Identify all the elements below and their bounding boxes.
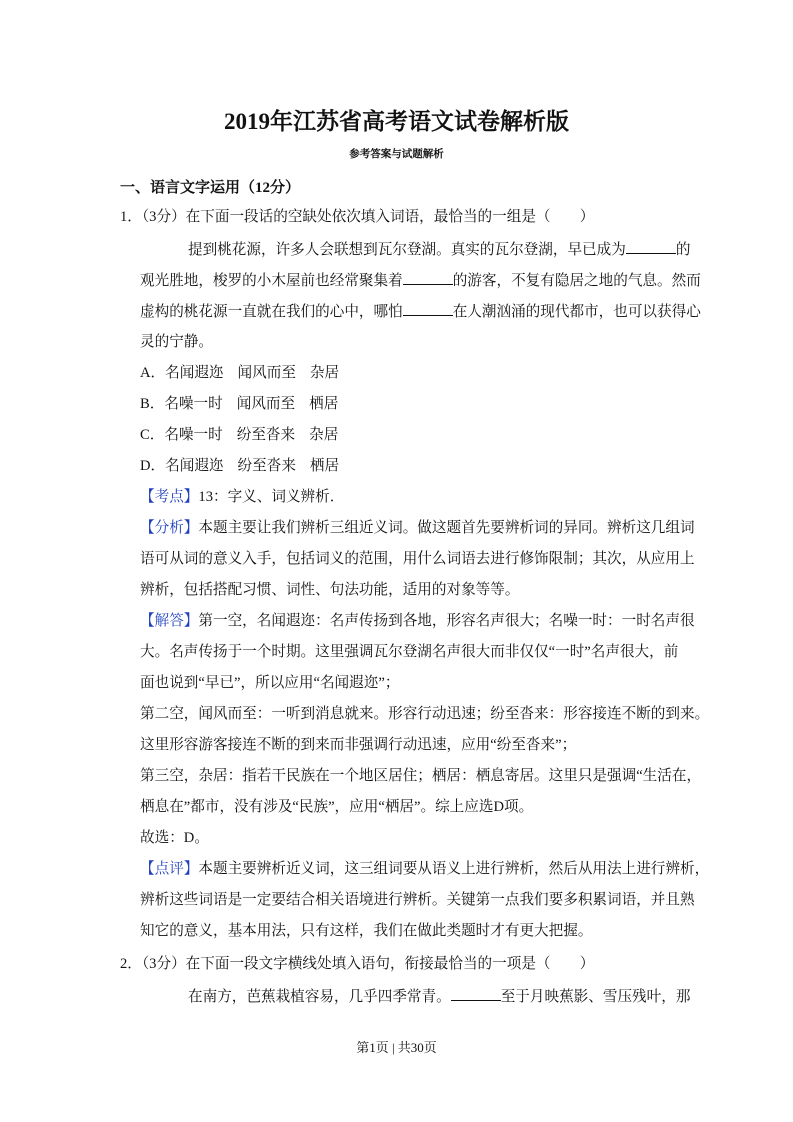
jieda-tag: 【解答】 <box>140 613 199 629</box>
option-word: 闻风而至 <box>237 365 296 381</box>
jieda-line: 第二空，闻风而至：一听到消息就来。形容行动迅速；纷至沓来：形容接连不断的到来。 <box>140 706 710 722</box>
option-word: 纷至沓来 <box>237 458 296 474</box>
passage-line: 灵的宁静。 <box>140 334 213 350</box>
section-heading: 一、语言文字运用（12分） <box>120 180 301 196</box>
option-word: 杂居 <box>309 365 340 381</box>
option-label: B． <box>140 396 165 412</box>
passage-text: 在南方，芭蕉栽植容易，几乎四季常青。 <box>188 989 451 1005</box>
jieda-line: 大。名声传扬于一个时期。这里强调瓦尔登湖名声很大而非仅仅“一时”名声很大，前 <box>140 644 679 660</box>
fenxi-line: 辨析，包括搭配习惯、词性、句法功能，适用的对象等等。 <box>140 582 520 598</box>
dianping-text: 本题主要辨析近义词，这三组词要从语义上进行辨析，然后从用法上进行辨析， <box>198 861 710 877</box>
option-word: 闻风而至 <box>236 396 296 412</box>
option-label: D． <box>140 458 166 474</box>
fenxi-tag: 【分析】 <box>140 520 199 536</box>
document-subtitle: 参考答案与试题解析 <box>349 149 444 160</box>
dianping-line <box>140 859 710 879</box>
option-word: 栖居 <box>309 458 340 474</box>
question-1-stem: 1．（3分）在下面一段话的空缺处依次填入词语，最恰当的一组是（ ） <box>120 209 595 225</box>
option-word: 名闻遐迩 <box>165 458 224 474</box>
passage-line <box>140 301 701 322</box>
document-title: 2019年江苏省高考语文试卷解析版 <box>224 109 569 134</box>
fenxi-line <box>140 518 695 538</box>
dianping-tag: 【点评】 <box>140 861 199 877</box>
fill-blank <box>403 301 453 316</box>
dianping-line: 知它的意义，基本用法，只有这样，我们在做此类题时才有更大把握。 <box>140 923 593 939</box>
passage-text: 至于月映蕉影、雪压残叶，那 <box>500 989 691 1005</box>
passage-text: 在人潮汹涌的现代都市，也可以获得心 <box>452 304 701 320</box>
option-b <box>140 394 675 414</box>
option-d <box>140 456 675 476</box>
page-footer: 第1页 | 共30页 <box>356 1040 437 1055</box>
jieda-line: 这里形容游客接连不断的到来而非强调行动迅速，应用“纷至沓来”； <box>140 737 577 753</box>
option-word: 名噪一时 <box>164 396 223 412</box>
fenxi-line: 语可从词的意义入手，包括词义的范围，用什么词语去进行修饰限制；其次，从应用上 <box>140 551 695 567</box>
passage-text: 的游客，不复有隐居之地的气息。然而 <box>452 273 701 289</box>
option-c <box>140 425 675 445</box>
passage-line <box>188 986 691 1007</box>
passage-line <box>188 239 691 260</box>
jieda-text: 第一空，名闻遐迩：名声传扬到各地，形容名声很大；名噪一时：一时名声很 <box>198 613 695 629</box>
passage-text: 的 <box>675 242 691 258</box>
jieda-line: 栖息在”都市，没有涉及“民族”，应用“栖居”。综上应选D项。 <box>140 799 534 815</box>
option-word: 名闻遐迩 <box>165 365 224 381</box>
passage-line <box>140 270 701 291</box>
question-2-stem: 2．（3分）在下面一段文字横线处填入语句，衔接最恰当的一项是（ ） <box>120 956 595 972</box>
option-label: C． <box>140 427 165 443</box>
kaodian-text: 13：字义、词义辨析． <box>198 489 345 505</box>
option-label: A． <box>140 365 166 381</box>
option-word: 杂居 <box>309 427 339 443</box>
kaodian-line <box>140 487 675 507</box>
fill-blank <box>403 270 453 285</box>
jieda-line: 面也说到“早已”，所以应用“名闻遐迩”； <box>140 675 400 691</box>
passage-text: 虚构的桃花源一直就在我们的心中，哪怕 <box>140 304 403 320</box>
option-a <box>140 363 675 383</box>
dianping-line: 辨析这些词语是一定要结合相关语境进行辨析。关键第一点我们要多积累词语，并且熟 <box>140 892 695 908</box>
jieda-line <box>140 611 695 631</box>
option-word: 纷至沓来 <box>236 427 296 443</box>
fenxi-text: 本题主要让我们辨析三组近义词。做这题首先要辨析词的异同。辨析这几组词 <box>198 520 695 536</box>
jieda-line: 第三空，杂居：指若干民族在一个地区居住；栖居：栖息寄居。这里只是强调“生活在， <box>140 768 702 784</box>
fill-blank <box>451 986 501 1001</box>
answer-line: 故选：D。 <box>140 830 209 846</box>
option-word: 名噪一时 <box>164 427 223 443</box>
kaodian-tag: 【考点】 <box>140 489 199 505</box>
fill-blank <box>626 239 676 254</box>
passage-text: 提到桃花源，许多人会联想到瓦尔登湖。真实的瓦尔登湖，早已成为 <box>188 242 626 258</box>
option-word: 栖居 <box>309 396 339 412</box>
passage-text: 观光胜地，梭罗的小木屋前也经常聚集着 <box>140 273 403 289</box>
